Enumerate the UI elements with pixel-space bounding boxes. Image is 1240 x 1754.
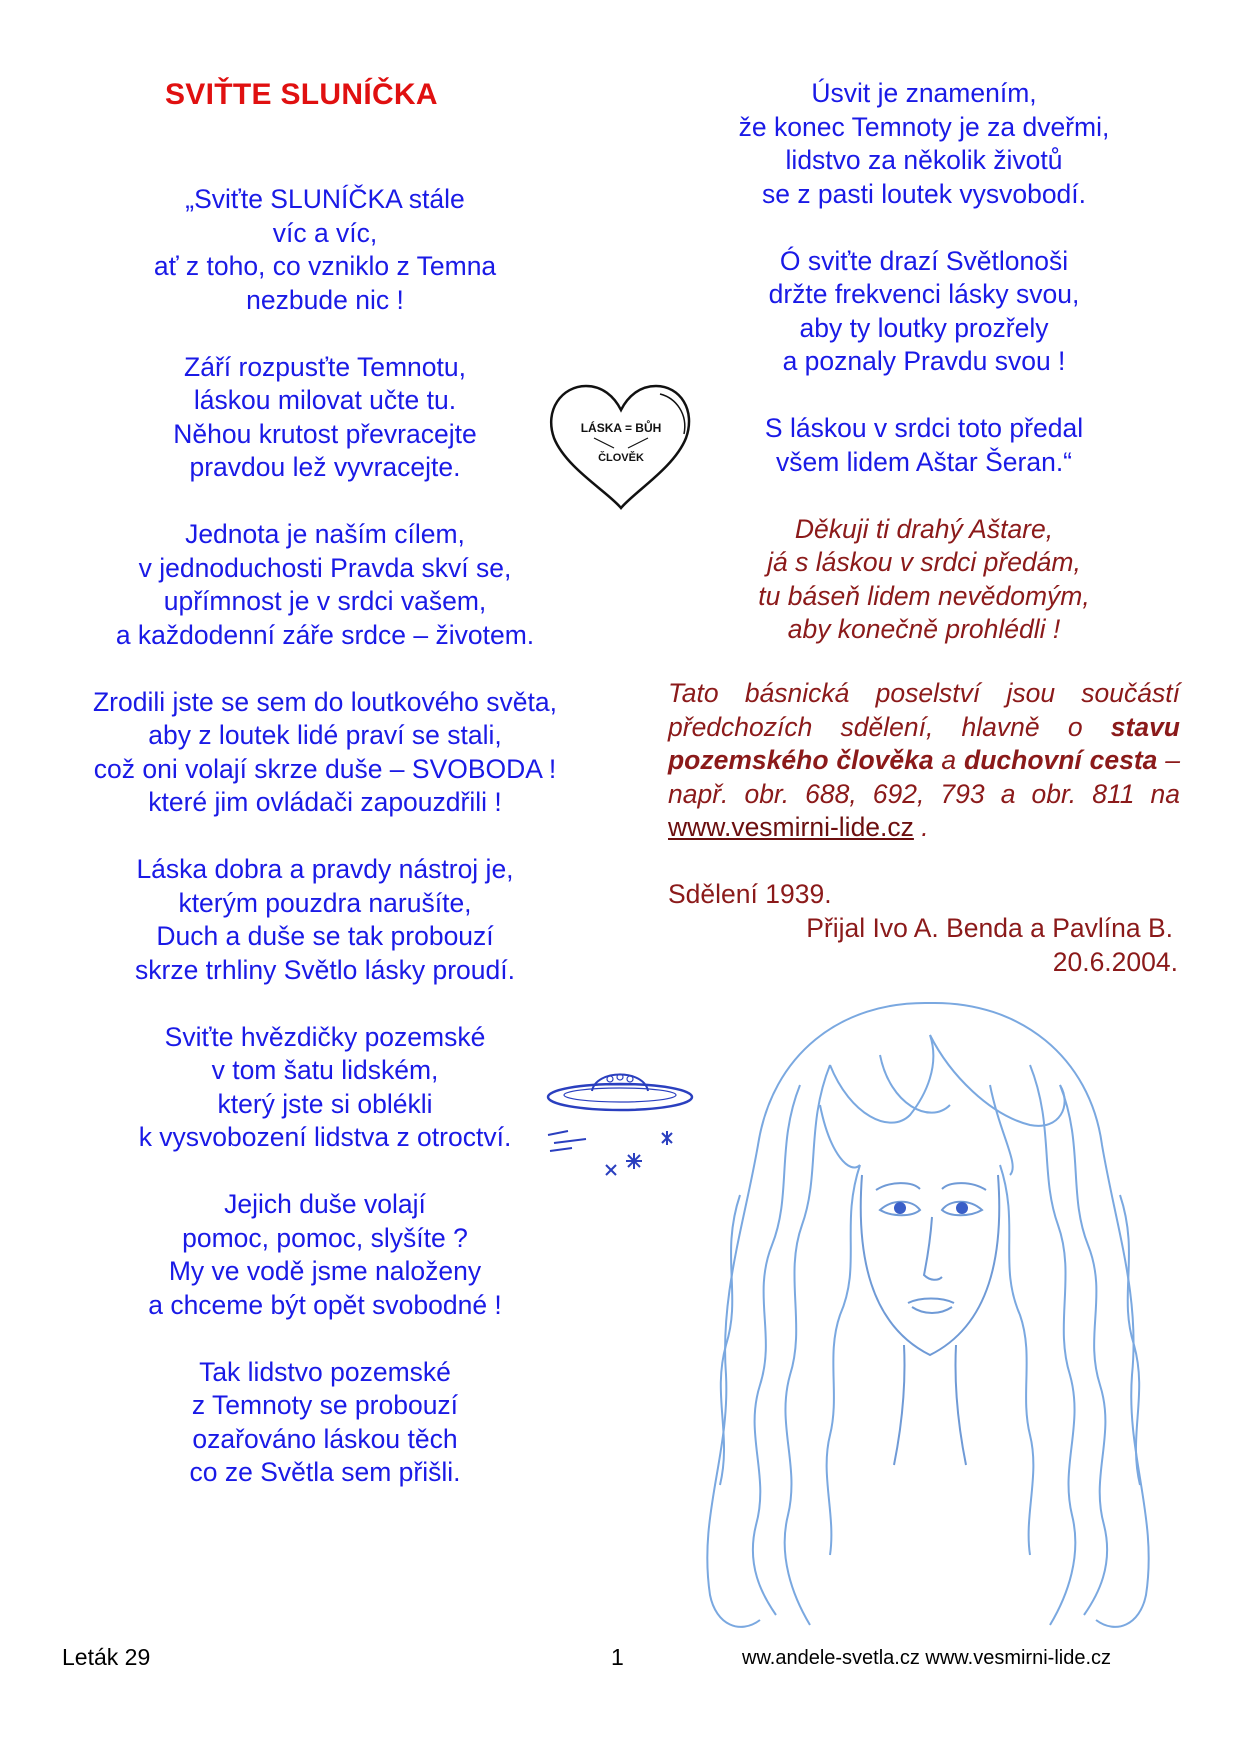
stanza [668, 412, 1180, 479]
leaflet-number: Leták 29 [62, 1644, 151, 1670]
poem-line: co ze Světla sem přišli. [189, 1457, 461, 1487]
poem-line: z Temnoty se probouzí [191, 1390, 459, 1420]
poem-line: a chceme být opět svobodné ! [148, 1289, 502, 1320]
poem-line: upřímnost je v srdci vašem, [163, 586, 487, 616]
footer-websites: ww.andele-svetla.cz www.vesmirni-lide.cz [742, 1647, 1112, 1669]
stanza [668, 77, 1180, 211]
note-bold: duchovní cesta [964, 745, 1158, 775]
page-number: 1 [611, 1644, 624, 1670]
thanks-stanza [668, 513, 1180, 647]
note-text: – např. obr. 688, 692, 793 a obr. 811 na [668, 745, 1180, 809]
poem-line: Sviťte hvězdičky pozemské [164, 1021, 486, 1052]
thanks-line: Děkuji ti drahý Aštare, [794, 513, 1054, 544]
source-note [668, 677, 1180, 845]
poem-line: Tak lidstvo pozemské [199, 1356, 451, 1387]
poem-line: Duch a duše se tak probouzí [156, 921, 494, 951]
poem-line: skrze trhliny Světlo lásky proudí. [135, 954, 515, 985]
poem-line: a každodenní záře srdce – životem. [115, 619, 535, 650]
poem-line: Láska dobra a pravdy nástroj je, [136, 854, 514, 884]
stanza [55, 686, 595, 820]
poem-line: což oni volají skrze duše – SVOBODA ! [93, 753, 557, 784]
thanks-line: já s láskou v srdci předám, [767, 547, 1081, 577]
stanza [668, 245, 1180, 379]
poem-line: se z pasti loutek vysvobodí. [761, 178, 1087, 209]
thanks-line: aby konečně prohlédli ! [787, 614, 1061, 644]
poem-line: ozařováno láskou těch [192, 1423, 458, 1454]
poem-line: nezbude nic ! [246, 284, 404, 315]
poem-line: v tom šatu lidském, [211, 1055, 439, 1085]
received-by: Přijal Ivo A. Benda a Pavlína B. [806, 913, 1173, 943]
note-text: . [913, 812, 929, 842]
note-text: a [933, 745, 965, 775]
poem-line: všem lidem Aštar Šeran.“ [775, 446, 1073, 477]
stanza [55, 518, 595, 652]
heart-icon [548, 380, 694, 510]
poem-line: držte frekvenci lásky svou, [768, 279, 1080, 309]
note-text: Tato básnická poselství jsou součástí předchozích sdělení, hlavně o [668, 678, 1180, 742]
stanza [55, 1021, 595, 1155]
poem-line: láskou milovat učte tu. [193, 385, 457, 415]
website-link[interactable]: www.vesmirni-lide.cz [668, 812, 914, 842]
poem-left-column [55, 183, 595, 1523]
poem-line: Ó sviťte drazí Světlonoši [779, 245, 1069, 276]
page-title: SVIŤTE SLUNÍČKA [165, 78, 438, 111]
poem-line: víc a víc, [272, 217, 378, 248]
poem-line: Jednota je naším cílem, [185, 519, 465, 549]
poem-line: „Sviťte SLUNÍČKA stále [185, 184, 465, 214]
stanza [55, 853, 595, 987]
stanza [55, 183, 595, 317]
stanza [55, 1356, 595, 1490]
poem-line: a poznaly Pravdu svou ! [782, 346, 1066, 376]
poem-line: S láskou v srdci toto předal [764, 413, 1084, 443]
poem-line: Něhou krutost převracejte [173, 418, 477, 449]
poem-line: Úsvit je znamením, [811, 78, 1037, 108]
poem-line: pravdou lež vyvracejte. [189, 452, 461, 482]
ufo-icon [540, 1055, 700, 1185]
note-bold: stavu pozemského člověka [668, 711, 1180, 775]
poem-line: v jednoduchosti Pravda skví se, [138, 552, 512, 583]
poem-line: My ve vodě jsme naloženy [168, 1256, 482, 1286]
poem-line: k vysvobození lidstva z otroctví. [138, 1122, 512, 1152]
heart-text-bottom: ČLOVĚK [598, 452, 644, 464]
poem-line: že konec Temnoty je za dveřmi, [738, 111, 1110, 142]
poem-line: aby z loutek lidé praví se stali, [148, 720, 502, 750]
poem-line: pomoc, pomoc, slyšíte ? [182, 1222, 468, 1253]
stanza [55, 1188, 595, 1322]
poem-line: Jejich duše volají [224, 1189, 426, 1219]
date: 20.6.2004. [1052, 947, 1178, 977]
poem-line: Září rozpusťte Temnotu, [184, 351, 466, 382]
message-number: Sdělení 1939. [668, 879, 832, 909]
poem-line: které jim ovládači zapouzdřili ! [148, 787, 502, 817]
poem-line: který jste si oblékli [217, 1088, 433, 1119]
poem-line: lidstvo za několik životů [785, 145, 1063, 175]
girl-drawing [680, 995, 1175, 1635]
poem-line: aby ty loutky prozřely [799, 312, 1049, 343]
poem-line: Zrodili jste se sem do loutkového světa, [93, 686, 557, 717]
stanza [55, 351, 595, 485]
thanks-line: tu báseň lidem nevědomým, [758, 580, 1090, 611]
poem-right-column [668, 77, 1180, 680]
poem-line: ať z toho, co vzniklo z Temna [153, 251, 497, 281]
heart-text-top: LÁSKA = BŮH [580, 421, 662, 435]
poem-line: kterým pouzdra narušíte, [178, 887, 472, 918]
